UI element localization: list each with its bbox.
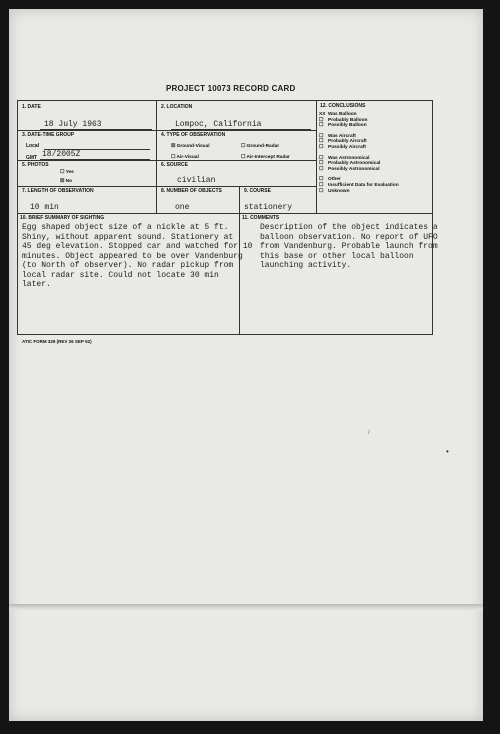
comments-text bbox=[260, 223, 438, 271]
stray-mark: · bbox=[151, 408, 153, 414]
conclusion-option bbox=[319, 167, 399, 173]
conclusion-label: Insufficient Data for Evaluation bbox=[328, 182, 399, 188]
photos-label: 5. PHOTOS bbox=[22, 162, 49, 168]
summary-line: Shiny, without apparent sound. Stationery at bbox=[22, 232, 234, 242]
course-cell bbox=[240, 187, 317, 214]
conclusion-label: Possibly Aircraft bbox=[328, 144, 366, 150]
conclusion-option bbox=[319, 123, 399, 129]
comment-line: Description of the object indicates a bbox=[260, 223, 438, 232]
comment-line: this base or other local balloon bbox=[260, 251, 414, 261]
stray-mark: • bbox=[446, 447, 449, 456]
summary-line: local radar site. Could not locate 30 min bbox=[22, 270, 219, 280]
conclusion-label: Possibly Astronomical bbox=[328, 166, 380, 172]
checkbox-icon: ☐ bbox=[319, 117, 324, 123]
checkbox-icon: ☐ bbox=[319, 155, 324, 161]
checkbox-icon: ☐ bbox=[319, 182, 324, 188]
course-label: 9. COURSE bbox=[244, 188, 271, 194]
comment-line: balloon observation. No report of UFO bbox=[260, 232, 438, 242]
obs-ground-radar-option: ☐ Ground-Radar bbox=[241, 144, 280, 149]
checkbox-icon: ☐ bbox=[319, 144, 324, 150]
summary-line: Egg shaped object size of a nickle at 5 ft. bbox=[22, 223, 229, 232]
obs-ground-visual-option: ☒ Ground-Visual bbox=[171, 144, 210, 149]
number-of-objects-cell bbox=[157, 187, 240, 214]
source-cell bbox=[157, 161, 317, 187]
conclusion-label: Was Balloon bbox=[328, 112, 357, 117]
page-title: PROJECT 10073 RECORD CARD bbox=[166, 84, 296, 93]
conclusion-label: Probably Balloon bbox=[328, 117, 368, 123]
conclusion-group bbox=[319, 177, 399, 194]
obs-air-visual-option: ☐ Air-Visual bbox=[171, 155, 199, 160]
conclusion-group bbox=[319, 112, 399, 129]
date-time-group-cell bbox=[18, 131, 157, 161]
summary-cell bbox=[18, 214, 253, 334]
paper-fold bbox=[9, 604, 483, 610]
summary-line: minutes. Object appeared to be over Vandenburg bbox=[22, 251, 243, 261]
obs-type-label: 4. TYPE OF OBSERVATION bbox=[161, 132, 226, 138]
conclusions-list bbox=[319, 112, 399, 199]
form-number: ATIC FORM 329 (REV 26 SEP 52) bbox=[22, 339, 92, 344]
checked-box-icon: ☒ bbox=[60, 179, 65, 184]
checkbox-icon: ☐ bbox=[319, 188, 324, 194]
conclusion-group bbox=[319, 156, 399, 173]
comments-cell bbox=[240, 214, 438, 334]
location-label: 2. LOCATION bbox=[161, 104, 193, 110]
photos-yes-option: ☐ Yes bbox=[60, 170, 74, 175]
checkbox-icon: ☐ bbox=[319, 133, 324, 139]
conclusions-cell bbox=[317, 101, 432, 214]
record-card-form bbox=[17, 100, 438, 335]
conclusion-label: Unknown bbox=[328, 188, 350, 194]
checkbox-icon: ☐ bbox=[319, 139, 324, 145]
checkbox-icon: ☐ bbox=[60, 170, 65, 175]
checkbox-icon: ☐ bbox=[241, 155, 246, 160]
summary-line: (to North of observer). No radar pickup from bbox=[22, 261, 234, 270]
date-cell bbox=[18, 101, 157, 131]
summary-line: 45 deg elevation. Stopped car and watched for 10 bbox=[22, 242, 253, 251]
dtg-label: 3. DATE-TIME GROUP bbox=[22, 132, 75, 138]
dtg-local-label: Local bbox=[26, 143, 40, 149]
num-objects-label: 8. NUMBER OF OBJECTS bbox=[161, 188, 222, 194]
checked-box-icon: ☒ bbox=[171, 144, 176, 149]
conclusion-label: Probably Aircraft bbox=[328, 139, 367, 145]
length-value: 10 min bbox=[30, 203, 59, 212]
conclusions-label: 12. CONCLUSIONS bbox=[320, 103, 366, 109]
stray-mark: / bbox=[368, 430, 370, 436]
observation-type-cell bbox=[157, 131, 317, 161]
comments-label: 11. COMMENTS bbox=[242, 215, 280, 221]
date-label: 1. DATE bbox=[22, 104, 41, 110]
photos-no-option: ☒ No bbox=[60, 179, 73, 184]
conclusion-label: Was Astronomical bbox=[328, 155, 370, 161]
conclusion-group bbox=[319, 134, 399, 151]
checkbox-icon: ☐ bbox=[319, 123, 324, 129]
checkbox-icon: ☐ bbox=[171, 155, 176, 160]
checkbox-icon: ☐ bbox=[319, 177, 324, 183]
conclusion-label: Probably Astronomical bbox=[328, 161, 381, 167]
summary-line: later. bbox=[22, 280, 51, 289]
conclusion-label: Was Aircraft bbox=[328, 133, 356, 139]
summary-text bbox=[22, 223, 252, 290]
summary-label: 10. BRIEF SUMMARY OF SIGHTING bbox=[20, 215, 105, 221]
conclusion-option bbox=[319, 189, 399, 195]
photos-cell bbox=[18, 161, 157, 187]
conclusion-option bbox=[319, 145, 399, 151]
location-value: Lompoc, California bbox=[175, 120, 262, 129]
location-cell bbox=[157, 101, 317, 131]
dtg-gmt-label: GMT bbox=[26, 155, 38, 161]
source-value: civilian bbox=[177, 176, 216, 185]
checkbox-icon: ☐ bbox=[319, 166, 324, 172]
checked-mark: XX bbox=[319, 112, 326, 117]
obs-air-intercept-option: ☐ Air-Intercept Radar bbox=[241, 155, 290, 160]
checkbox-icon: ☐ bbox=[241, 144, 246, 149]
comment-line: launching activity. bbox=[260, 261, 352, 270]
num-objects-value: one bbox=[175, 203, 190, 212]
conclusion-label: Possibly Balloon bbox=[328, 123, 367, 129]
source-label: 6. SOURCE bbox=[161, 162, 188, 168]
length-cell bbox=[18, 187, 157, 214]
comment-line: from Vandenburg. Probable launch from bbox=[260, 242, 438, 251]
dtg-gmt-value: 18/2005Z bbox=[42, 150, 81, 159]
length-label: 7. LENGTH OF OBSERVATION bbox=[22, 188, 94, 194]
course-value: stationery bbox=[244, 203, 293, 212]
checkbox-icon: ☐ bbox=[319, 161, 324, 167]
date-value: 18 July 1963 bbox=[44, 120, 102, 129]
conclusion-label: Other bbox=[328, 177, 341, 183]
